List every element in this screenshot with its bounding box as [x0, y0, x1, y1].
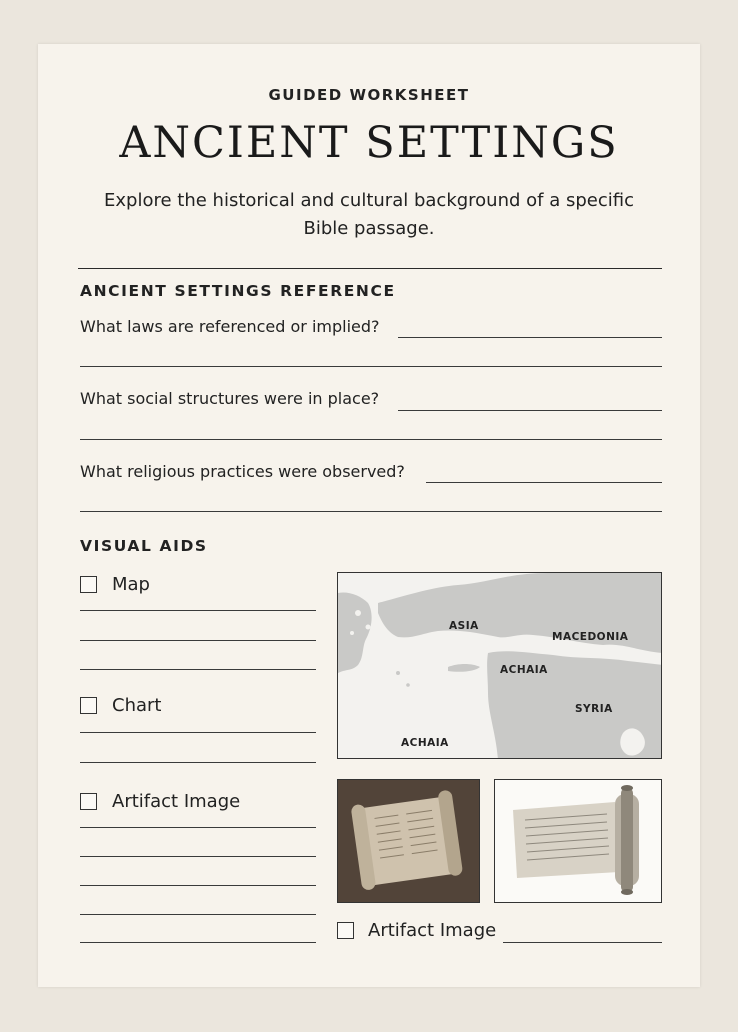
artifact-image-checkbox-bottom[interactable]: [337, 922, 354, 939]
answer-line-religious-2[interactable]: [80, 511, 662, 512]
artifact-note-line-2[interactable]: [80, 856, 316, 857]
map-label-achaia-south: ACHAIA: [401, 737, 449, 749]
map-note-line-1[interactable]: [80, 610, 316, 611]
map-label-macedonia: MACEDONIA: [552, 631, 629, 643]
map-label-asia: ASIA: [449, 620, 479, 632]
answer-line-religious-1[interactable]: [426, 482, 662, 483]
answer-line-social-1[interactable]: [398, 410, 662, 411]
map-label-syria: SYRIA: [575, 703, 613, 715]
map-label-achaia: ACHAIA: [500, 664, 548, 676]
chart-checkbox-label: Chart: [112, 695, 162, 716]
artifact-bottom-note-line[interactable]: [503, 942, 662, 943]
answer-line-laws-2[interactable]: [80, 366, 662, 367]
region-map-image: [337, 572, 662, 759]
chart-note-line-1[interactable]: [80, 732, 316, 733]
artifact-note-line-4[interactable]: [80, 914, 316, 915]
artifact-note-line-1[interactable]: [80, 827, 316, 828]
question-social-structures: What social structures were in place?: [80, 389, 380, 408]
artifact-image-checkbox-label: Artifact Image: [112, 791, 241, 812]
answer-line-social-2[interactable]: [80, 439, 662, 440]
chart-checkbox[interactable]: [80, 697, 97, 714]
artifact-note-line-5[interactable]: [80, 942, 316, 943]
chart-note-line-2[interactable]: [80, 762, 316, 763]
worksheet-title: ANCIENT SETTINGS: [119, 118, 619, 168]
visual-aids-heading: VISUAL AIDS: [80, 537, 208, 555]
answer-line-laws-1[interactable]: [398, 337, 662, 338]
question-religious-practices: What religious practices were observed?: [80, 462, 405, 481]
reference-heading: ANCIENT SETTINGS REFERENCE: [80, 282, 396, 300]
rolled-scroll-photo: [494, 779, 662, 903]
worksheet-kicker: GUIDED WORKSHEET: [268, 86, 470, 104]
open-scroll-photo: [337, 779, 480, 903]
question-laws: What laws are referenced or implied?: [80, 317, 380, 336]
artifact-note-line-3[interactable]: [80, 885, 316, 886]
map-checkbox[interactable]: [80, 576, 97, 593]
worksheet-page: [38, 44, 700, 987]
header-divider: [78, 268, 662, 269]
map-note-line-3[interactable]: [80, 669, 316, 670]
worksheet-subtitle: Explore the historical and cultural background of a specific Bible passage.: [104, 190, 634, 239]
map-checkbox-label: Map: [112, 574, 150, 595]
artifact-image-bottom-label: Artifact Image: [368, 920, 497, 941]
map-note-line-2[interactable]: [80, 640, 316, 641]
artifact-image-checkbox[interactable]: [80, 793, 97, 810]
